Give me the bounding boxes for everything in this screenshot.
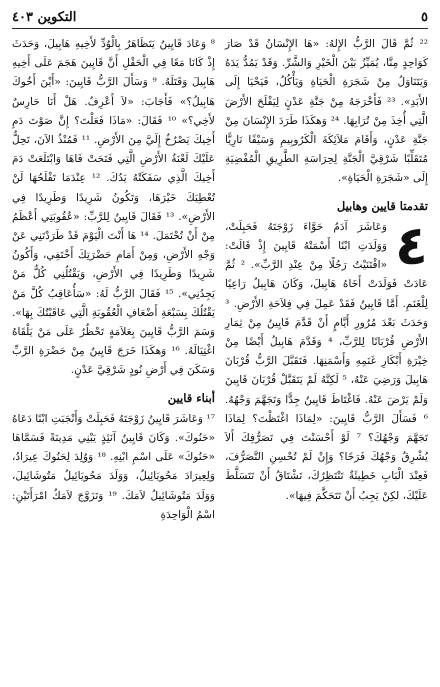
right-column — [225, 35, 428, 525]
paragraph: ⁸ وَعَادَ قَايِينُ يَتَظَاهَرُ بِالْوُدِّ لأَخِيهِ هَابِيلَ، وَحَدَثَ إِذْ كَانَا مَعًا فِي الْحَقْلِ أَنَّ قَايِينَ هَجَمَ عَلَى أَخِيهِ هَابِيلَ وَقَتَلَهُ. ⁹ وَسَأَلَ الرَّبُّ قَايِينَ: «أَيْنَ أَخُوكَ هَابِيلُ؟» فَأَجَابَ: «لاَ أَعْرِفُ. هَلْ أَنَا حَارِسٌ لأَخِي؟» ¹⁰ فَقَالَ: «مَاذَا فَعَلْتَ؟ إِنَّ صَوْتَ دَمِ أَخِيكَ يَصْرُخُ إِلَيَّ مِنَ الأَرْضِ. ¹¹ فَمُنْذُ الآنَ، تَحِلُّ عَلَيْكَ لَعْنَةُ الأَرْضِ الَّتِي فَتَحَتْ فَاهَا وَابْتَلَعَتْ دَمَ أَخِيكَ الَّذِي سَفَكَتْهُ يَدُكَ. ¹² عِنْدَمَا تَفْلَحُهَا لَنْ تُعْطِيَكَ خَيْرَهَا، وَتَكُونُ شَرِيدًا وَطَرِيدًا فِي الأَرْضِ». ¹³ فَقَالَ قَايِينُ لِلرَّبِّ: «عُقُوبَتِي أَعْظَمُ مِنْ أَنْ تُحْتَمَلَ. ¹⁴ هَا أَنْتَ الْيَوْمَ قَدْ طَرَدْتَنِي عَنْ وَجْهِ الأَرْضِ، وَمِنْ أَمَامِ حَضْرَتِكَ أَخْتَفِي، وَأَكُونُ شَرِيدًا وَطَرِيدًا فِي الأَرْضِ، وَيَقْتُلُنِي كُلُّ مَنْ يَجِدُنِي». ¹⁵ فَقَالَ الرَّبُّ لَهُ: «سَأُعَاقِبُ كُلَّ مَنْ يَقْتُلُكَ بِسَبْعَةِ أَضْعَافِ الْعُقُوبَةِ الَّتِي عَاقَبْتُكَ بِهَا». وَسَمَ الرَّبُّ قَايِينَ بِعَلاَمَةٍ تَحْظُرُ عَلَى مَنْ يَلْقَاهُ اغْتِيَالَهُ. ¹⁶ وَهكَذَا خَرَجَ قَايِينُ مِنْ حَضْرَةِ الرَّبِّ وَسَكَنَ فِي أَرْضِ نُودٍ شَرْقِيَّ عَدْنٍ. — [12, 38, 216, 377]
page-header — [12, 6, 428, 29]
running-title: التكوين ٤٠٣ — [12, 9, 77, 25]
section-title: أبناء قايين — [167, 390, 215, 405]
text-columns — [12, 35, 428, 525]
page-number: ٥ — [421, 9, 428, 25]
paragraph: وَعَاشَرَ آدَمُ حَوَّاءَ زَوْجَتَهُ فَحَبِلَتْ، وَوَلَدَتِ ابْنًا أَسْمَتْهُ قَايِينَ إِذْ قَالَتْ: «اقْتَنَيْتُ رَجُلًا مِنْ عِنْدِ الرَّبِّ». ² ثُمَّ عَادَتْ فَوَلَدَتْ أَخَاهُ هَابِيلَ، وَكَانَ هَابِيلُ رَاعِيًا لِلْغَنَمِ. أَمَّا قَايِينُ فَقَدْ عَمِلَ فِي فِلاَحَةِ الأَرْضِ. ³ وَحَدَثَ بَعْدَ مُرُورِ أَيَّامٍ أَنْ قَدَّمَ قَايِينُ مِنْ ثِمَارِ الأَرْضِ قُرْبَانًا لِلرَّبِّ، ⁴ وَقَدَّمَ هَابِيلُ أَيْضًا مِنْ خِيْرَةِ أَبْكَارِ غَنَمِهِ وَأَسْمَنِهَا. فَتَقَبَّلَ الرَّبُّ قُرْبَانَ هَابِيلَ وَرَضِيَ عَنْهُ، ⁵ لَكِنَّهُ لَمْ يَتَقَبَّلْ قُرْبَانَ قَايِينَ وَلَمْ يَرْضَ عَنْهُ. فَاغْتَاظَ قَايِينُ جِدًّا وَتَجَهَّمَ وَجْهُهُ. ⁶ فَسَأَلَ الرَّبُّ قَايِينَ: «لِمَاذَا اغْتَظْتَ؟ لِمَاذَا تَجَهَّمَ وَجْهُكَ؟ ⁷ لَوْ أَحْسَنْتَ فِي تَصَرُّفِكَ أَلاَ يُشْرِقُ وَجْهُكَ فَرَحًا؟ وَإِنْ لَمْ تُحْسِنِ التَّصَرُّفَ، فَعِنْدَ الْبَابِ خَطِيئَةٌ تَنْتَظِرُكَ، تَشْتَاقُ أَنْ تَتَسَلَّطَ عَلَيْكَ، لكِنْ يَجِبُ أَنْ تَتَحَكَّمَ فِيهَا». — [225, 220, 428, 502]
paragraph: ¹⁷ وَعَاشَرَ قَايِينُ زَوْجَتَهُ فَحَبِلَتْ وَأَنْجَبَتِ ابْنًا دَعَاهُ «حَنُوكَ». وَكَانَ قَايِينُ آنَئِذٍ يَبْنِي مَدِينَةً فَسَمَّاهَا «حَنُوكَ» عَلَى اسْمِ ابْنِهِ. ¹⁸ وَوُلِدَ لِحَنُوكَ عِيرَادُ، وَلِعِيرَادَ مَحُويَائِيلُ، وَوَلَدَ مَحُويَائِيلُ مَتُوشَائِيلَ، وَوَلَدَ مَتُوشَائِيلُ لاَمَكَ. ¹⁹ وَتَزَوَّجَ لاَمَكُ امْرَأَتَيْنِ: اسْمُ الْوَاحِدَةِ — [12, 412, 215, 521]
chapter-number: ٤ — [395, 213, 428, 277]
left-column — [12, 35, 215, 525]
section-title: تقدمتا قايين وهابيل — [336, 198, 428, 213]
paragraph: ²² ثُمَّ قَالَ الرَّبُّ الإِلهُ: «هَا الإِنْسَانُ قَدْ صَارَ كَوَاحِدٍ مِنَّا، يُمَيِّزُ بَيْنَ الْخَيْرِ وَالشَّرِّ. وَقَدْ يَمُدُّ يَدَهُ وَيَتَنَاوَلُ مِنْ شَجَرَةِ الْحَيَاةِ وَيَأْكُلُ، فَيَحْيَا إِلَى الأَبَدِ». ²³ فَأَخْرَجَهُ مِنْ جَنَّةِ عَدْنٍ لِيَفْلَحَ الأَرْضَ الَّتِي أُخِذَ مِنْ تُرَابِهَا. ²⁴ وَهكَذَا طَرَدَ الإِنْسَانَ مِنْ جَنَّةِ عَدْنٍ، وَأَقَامَ مَلاَئِكَةَ الْكَرُوبِيمِ وَسَيْفًا نَارِيًّا مُتَقَلِّبًا شَرْقِيَّ الْجَنَّةِ لِحِرَاسَةِ الطَّرِيقِ الْمُفْضِيَةِ إِلَى «شَجَرَةِ الْحَيَاةِ». — [225, 38, 428, 185]
